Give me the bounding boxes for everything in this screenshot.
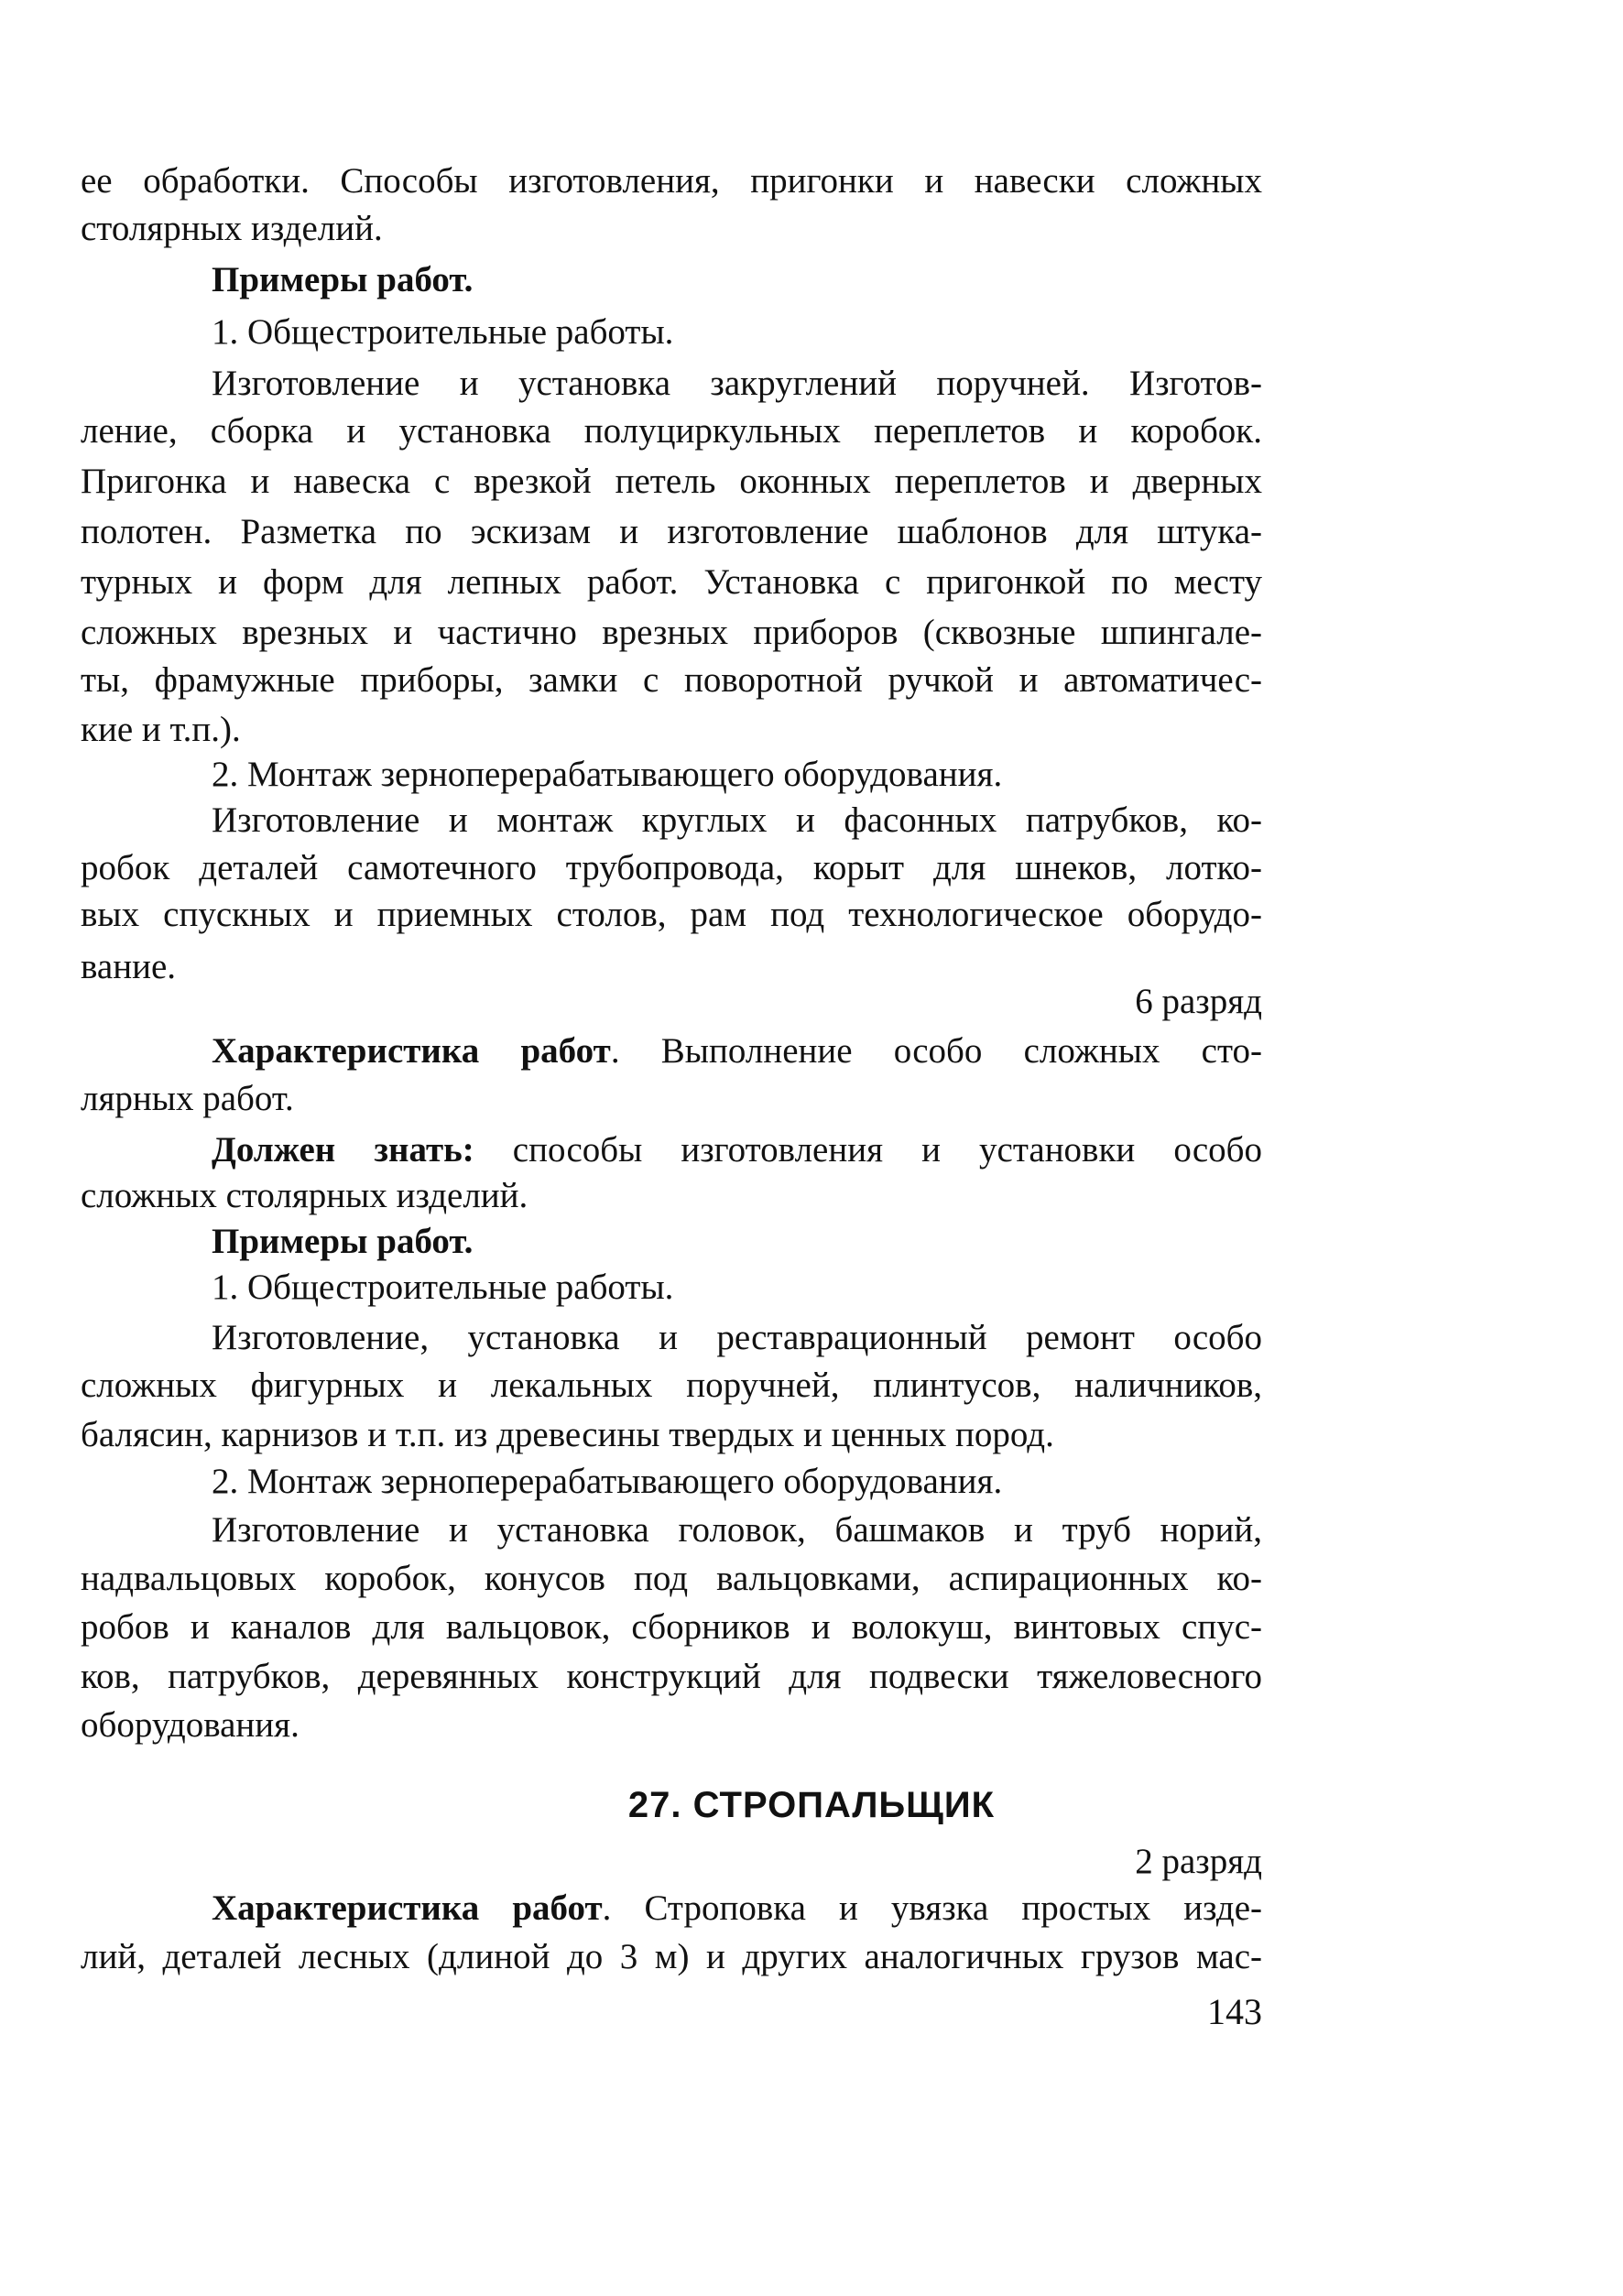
text-line: сложных фигурных и лекальных поручней, плинтусов, наличников, — [81, 1366, 1262, 1405]
section-item: 1. Общестроительные работы. — [212, 1268, 674, 1307]
text-line: лярных работ. — [81, 1079, 294, 1118]
text-line: ков, патрубков, деревянных конструкций для подвески тяжеловесного — [81, 1657, 1262, 1696]
term-text: способы изготовления и установки особо — [474, 1130, 1262, 1170]
text-line: сложных врезных и частично врезных приборов (сквозные шпингале- — [81, 613, 1262, 652]
grade-label: 6 разряд — [1135, 982, 1262, 1021]
term-text: . Выполнение особо сложных сто- — [610, 1031, 1262, 1071]
term-label: Должен знать: — [212, 1130, 474, 1170]
text-line: балясин, карнизов и т.п. из древесины твердых и ценных пород. — [81, 1415, 1054, 1454]
text-line: столярных изделий. — [81, 209, 383, 248]
text-line: сложных столярных изделий. — [81, 1176, 528, 1215]
text-line: Изготовление и установка закруглений поручней. Изготов- — [212, 364, 1262, 403]
text-line — [212, 1885, 1262, 1932]
text-line: ее обработки. Способы изготовления, пригонки и навески сложных — [81, 161, 1262, 201]
text-line: робок деталей самотечного трубопровода, корыт для шнеков, лотко- — [81, 848, 1262, 887]
text-line — [212, 1028, 1262, 1075]
text-line: оборудования. — [81, 1705, 300, 1745]
text-line: Изготовление и монтаж круглых и фасонных патрубков, ко- — [212, 800, 1262, 840]
text-line: лий, деталей лесных (длиной до 3 м) и других аналогичных грузов мас- — [81, 1937, 1262, 1976]
text-line: ление, сборка и установка полуциркульных переплетов и коробок. — [81, 411, 1262, 451]
section-heading: 27. СТРОПАЛЬЩИК — [627, 1785, 996, 1825]
grade-label: 2 разряд — [1135, 1842, 1262, 1881]
text-line: вание. — [81, 947, 177, 986]
section-item: 2. Монтаж зерноперерабатывающего оборудования. — [212, 755, 1003, 794]
section-item: 1. Общестроительные работы. — [212, 312, 674, 352]
text-line: Изготовление и установка головок, башмаков и труб норий, — [212, 1510, 1262, 1550]
text-line: ты, фрамужные приборы, замки с поворотной ручкой и автоматичес- — [81, 660, 1262, 700]
term-text: . Строповка и увязка простых изде- — [602, 1888, 1262, 1928]
text-line: Пригонка и навеска с врезкой петель оконных переплетов и дверных — [81, 462, 1262, 501]
text-line: робов и каналов для вальцовок, сборников и волокуш, винтовых спус- — [81, 1607, 1262, 1647]
text-line: полотен. Разметка по эскизам и изготовление шаблонов для штука- — [81, 512, 1262, 551]
section-item: 2. Монтаж зерноперерабатывающего оборудования. — [212, 1462, 1003, 1501]
subheading: Примеры работ. — [212, 1222, 474, 1261]
page-number: 143 — [1207, 1991, 1262, 2032]
text-line — [212, 1126, 1262, 1174]
term-label: Характеристика работ — [212, 1888, 603, 1928]
text-line: вых спускных и приемных столов, рам под технологическое оборудо- — [81, 895, 1262, 934]
term-label: Характеристика работ — [212, 1031, 611, 1071]
text-line: надвальцовых коробок, конусов под вальцовками, аспирационных ко- — [81, 1559, 1262, 1598]
text-line: кие и т.п.). — [81, 710, 241, 749]
text-line: Изготовление, установка и реставрационный ремонт особо — [212, 1318, 1262, 1357]
text-line: турных и форм для лепных работ. Установка с пригонкой по месту — [81, 562, 1262, 602]
subheading: Примеры работ. — [212, 260, 474, 299]
